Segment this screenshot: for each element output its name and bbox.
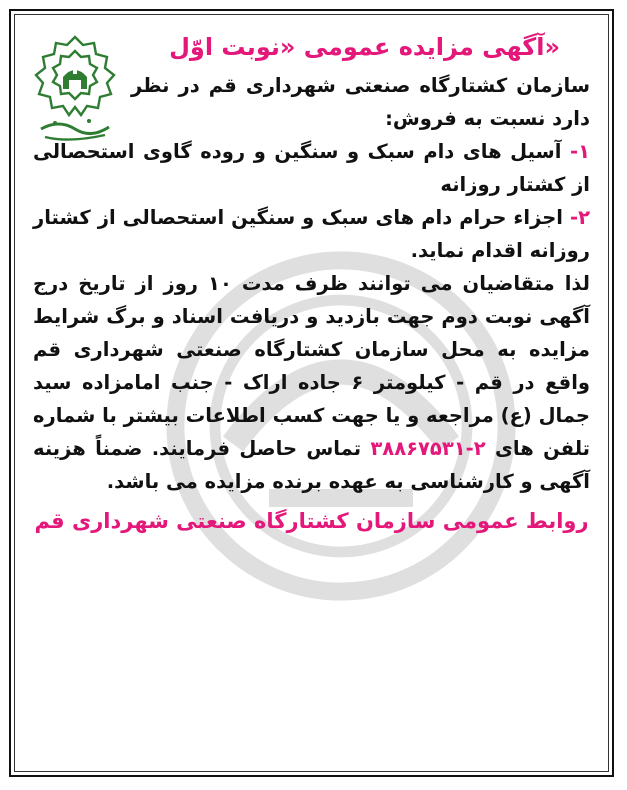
item-number: ۲- — [570, 206, 591, 229]
notice-content — [33, 27, 590, 536]
list-item — [33, 135, 590, 201]
item-text: آسیل های دام سبک و سنگین و روده گاوی استحصالی از کشتار روزانه — [33, 140, 590, 196]
list-item — [33, 201, 590, 267]
intro-text: سازمان کشتارگاه صنعتی شهرداری قم در نظر دارد نسبت به فروش: — [131, 74, 590, 130]
body-text-before-phone: لذا متقاضیان می توانند ظرف مدت ۱۰ روز از تاریخ درج آگهی نوبت دوم جهت بازدید و دریافت اسناد و برگ شرایط مزایده به محل سازمان کشتارگاه صنعتی شهرداری قم واقع در قم - کیلومتر ۶ جاده اراک - جنب امامزاده سید جمال (ع) مراجعه و یا جهت کسب اطلاعات بیشتر با شماره تلفن های — [33, 272, 590, 460]
footer-signature: روابط عمومی سازمان کشتارگاه صنعتی شهرداری قم — [34, 509, 589, 533]
item-text: اجزاء حرام دام های سبک و سنگین استحصالی از کشتار روزانه اقدام نماید. — [33, 206, 590, 262]
notice-title: «آگهی مزایده عمومی «نوبت اوّل — [169, 33, 560, 61]
body-text — [33, 267, 590, 498]
body-text-after-phone: تماس حاصل فرمایند. ضمناً هزینه آگهی و کارشناسی به عهده برنده مزایده می باشد. — [33, 437, 590, 493]
notice-frame — [9, 9, 614, 777]
phone-number: ۳۸۸۶۷۵۳۱-۲ — [370, 437, 486, 460]
item-number: ۱- — [569, 140, 590, 163]
